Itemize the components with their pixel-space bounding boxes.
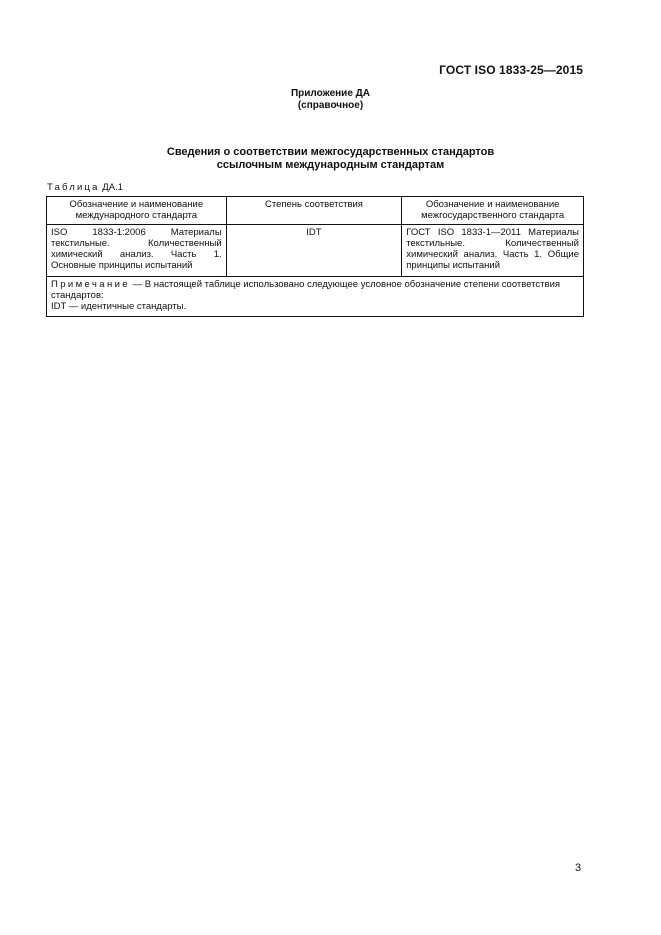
cell-degree: IDT (226, 225, 402, 277)
cell-international-standard: ISO 1833-1:2006 Материалы текстильные. Количественный химический анализ. Часть 1. Основные принципы испытаний (47, 225, 227, 277)
table-caption-label: Таблица (47, 182, 100, 193)
document-code: ГОСТ ISO 1833-25—2015 (439, 63, 583, 77)
page-number: 3 (575, 862, 582, 874)
table-note (47, 277, 584, 317)
correspondence-table (46, 196, 584, 317)
column-header-interstate: Обозначение и наименование межгосударственного стандарта (402, 197, 584, 225)
annex-title: Приложение ДА (290, 88, 371, 99)
column-header-degree: Степень соответствия (226, 197, 402, 225)
table-header-row (47, 197, 584, 225)
note-legend: IDT — идентичные стандарты. (51, 301, 187, 312)
table-note-row (47, 277, 584, 317)
table-caption-number: ДА.1 (102, 182, 123, 193)
annex-subtitle: (справочное) (297, 100, 364, 111)
section-title-line-1: Сведения о соответствии межгосударственных стандартов (166, 146, 495, 158)
column-header-international: Обозначение и наименование международного стандарта (47, 197, 227, 225)
annex-heading (0, 88, 661, 112)
note-label: Примечание (51, 279, 130, 290)
table-row (47, 225, 584, 277)
note-text: — В настоящей таблице использовано следующее условное обозначение степени соответствия стандартов: (51, 279, 561, 301)
table-caption (47, 182, 123, 193)
section-title-line-2: ссылочным международным стандартам (216, 159, 445, 171)
section-title (0, 146, 661, 172)
cell-interstate-standard: ГОСТ ISO 1833-1—2011 Материалы текстильные. Количественный химический анализ. Часть 1. Общие принципы испытаний (402, 225, 584, 277)
